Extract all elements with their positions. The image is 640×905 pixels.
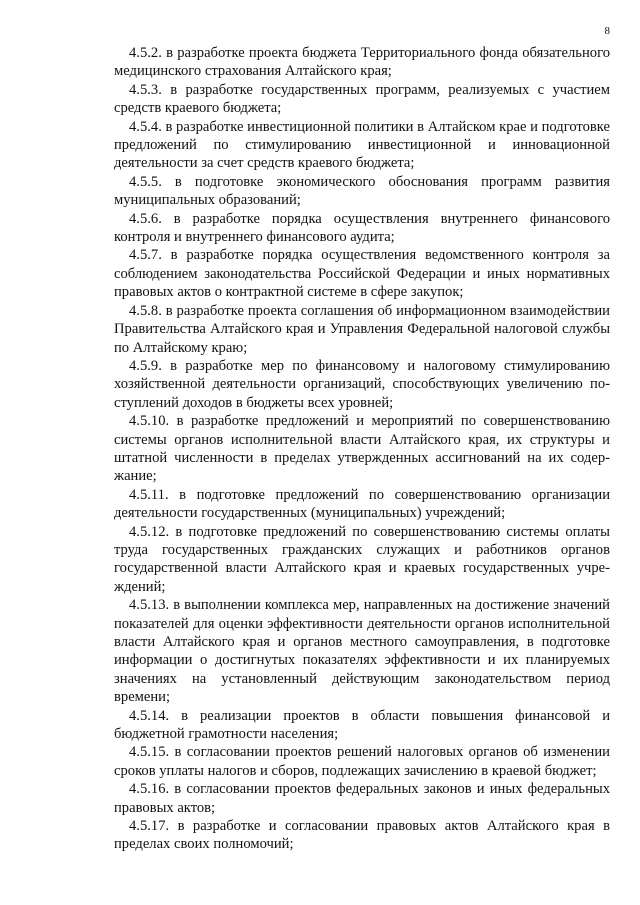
paragraph-4-5-8: 4.5.8. в разработке проекта соглашения об информационном взаимодействии Правительства Алтайского края и Управления Федеральной налоговой службы по Алтайскому краю; — [114, 302, 610, 356]
paragraph-4-5-2: 4.5.2. в разработке проекта бюджета Территориального фонда обязательного медицинского страхования Алтайского края; — [114, 45, 610, 80]
paragraph-4-5-6: 4.5.6. в разработке порядка осуществления внутреннего финансового контроля и внутреннего финансового аудита; — [114, 210, 610, 246]
paragraph-4-5-13: 4.5.13. в выполнении комплекса мер, направленных на достижение значений показателей для оценки эффективности деятельности органов исполнительной власти Алтайского края и органов местного самоуправления, в подготовке информации о достигнутых показателях эффективности и их планируемых значениях на установленный действующим законодательством период времени; — [114, 597, 610, 706]
paragraph-4-5-15: 4.5.15. в согласовании проектов решений налоговых органов об изменении сроков уплаты налогов и сборов, подлежащих зачислению в краевой бюджет; — [114, 744, 610, 779]
paragraph-4-5-10: 4.5.10. в разработке предложений и мероприятий по совершенствованию системы органов исполнительной власти Алтайского края, их структуры и штатной численности в пределах утвержденных ассигнований на их содержание; — [114, 413, 610, 485]
page-number: 8 — [604, 25, 610, 37]
paragraph-4-5-4: 4.5.4. в разработке инвестиционной политики в Алтайском крае и подготовке предложений по стимулированию инвестиционной и инновационной деятельности за счет средств краевого бюджета; — [114, 118, 610, 172]
paragraph-4-5-14: 4.5.14. в реализации проектов в области повышения финансовой и бюджетной грамотности населения; — [114, 707, 610, 743]
paragraph-4-5-16: 4.5.16. в согласовании проектов федеральных законов и иных федеральных правовых актов; — [114, 781, 610, 816]
paragraph-4-5-9: 4.5.9. в разработке мер по финансовому и налоговому стимулированию хозяйственной деятельности организаций, способствующих увеличению поступлений доходов в бюджеты всех уровней; — [114, 357, 610, 411]
paragraph-4-5-3: 4.5.3. в разработке государственных программ, реализуемых с участием средств краевого бюджета; — [114, 81, 610, 117]
paragraph-4-5-7: 4.5.7. в разработке порядка осуществления ведомственного контроля за соблюдением законодательства Российской Федерации и иных нормативных правовых актов о контрактной системе в сфере закупок; — [114, 247, 610, 301]
paragraph-4-5-12: 4.5.12. в подготовке предложений по совершенствованию системы оплаты труда государственных гражданских служащих и работников органов государственной власти Алтайского края и краевых государственных учреждений; — [114, 523, 610, 595]
paragraph-4-5-5: 4.5.5. в подготовке экономического обоснования программ развития муниципальных образований; — [114, 173, 610, 209]
paragraph-4-5-17: 4.5.17. в разработке и согласовании правовых актов Алтайского края в пределах своих полномочий; — [114, 818, 610, 853]
paragraph-4-5-11: 4.5.11. в подготовке предложений по совершенствованию организации деятельности государственных (муниципальных) учреждений; — [114, 486, 610, 522]
document-body — [114, 44, 610, 854]
